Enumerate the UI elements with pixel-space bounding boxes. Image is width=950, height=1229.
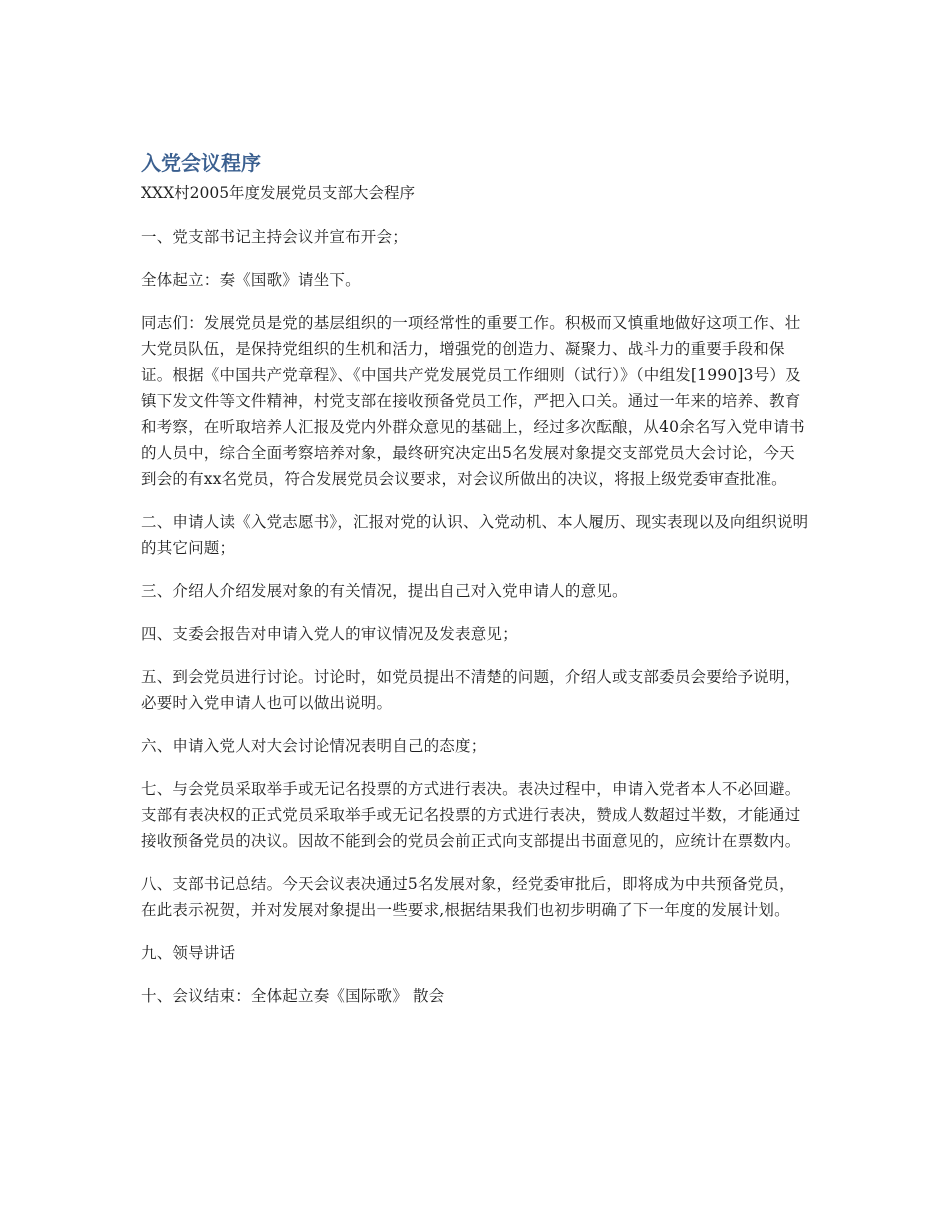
paragraph-step-10: 十、会议结束：全体起立奏《国际歌》 散会 bbox=[141, 987, 445, 1005]
paragraph-step-1: 一、党支部书记主持会议并宣布开会； bbox=[141, 228, 408, 246]
paragraph-step-3: 三、介绍人介绍发展对象的有关情况，提出自己对入党申请人的意见。 bbox=[141, 582, 628, 600]
paragraph-step-6: 六、申请入党人对大会讨论情况表明自己的态度； bbox=[141, 737, 487, 755]
paragraph-step-8: 八、支部书记总结。今天会议表决通过5名发展对象，经党委审批后，即将成为中共预备党员，在此表示祝贺，并对发展对象提出一些要求,根据结果我们也初步明确了下一年度的发展计划。 bbox=[141, 875, 795, 919]
paragraph-step-2: 二、申请人读《入党志愿书》，汇报对党的认识、入党动机、本人履历、现实表现以及向组织说明的其它问题； bbox=[141, 513, 809, 557]
paragraph-speech: 同志们：发展党员是党的基层组织的一项经常性的重要工作。积极而又慎重地做好这项工作、壮大党员队伍，是保持党组织的生机和活力，增强党的创造力、凝聚力、战斗力的重要手段和保证。根据《中国共产党章程》、《中国共产党发展党员工作细则（试行）》（中组发[1990]3号）及镇下发文件等文件精神，村党支部在接收预备党员工作，严把入口关。通过一年来的培养、教育和考察，在听取培养人汇报及党内外群众意见的基础上，经过多次酝酿，从40余名写入党申请书的人员中，综合全面考察培养对象，最终研究决定出5名发展对象提交支部党员大会讨论，今天到会的有xx名党员，符合发展党员会议要求，对会议所做出的决议，将报上级党委审查批准。 bbox=[141, 314, 805, 488]
paragraph-step-5: 五、到会党员进行讨论。讨论时，如党员提出不清楚的问题，介绍人或支部委员会要给予说明，必要时入党申请人也可以做出说明。 bbox=[141, 668, 801, 712]
document-body bbox=[141, 148, 809, 1009]
document-subtitle: XXX村2005年度发展党员支部大会程序 bbox=[141, 184, 416, 202]
paragraph-step-4: 四、支委会报告对申请入党人的审议情况及发表意见； bbox=[141, 625, 518, 643]
paragraph-step-9: 九、领导讲话 bbox=[141, 944, 236, 962]
document-title: 入党会议程序 bbox=[141, 151, 261, 175]
paragraph-anthem: 全体起立：奏《国歌》请坐下。 bbox=[141, 271, 361, 289]
paragraph-step-7: 七、与会党员采取举手或无记名投票的方式进行表决。表决过程中，申请入党者本人不必回避。支部有表决权的正式党员采取举手或无记名投票的方式进行表决，赞成人数超过半数，才能通过接收预备党员的决议。因故不能到会的党员会前正式向支部提出书面意见的，应统计在票数内。 bbox=[141, 780, 801, 850]
